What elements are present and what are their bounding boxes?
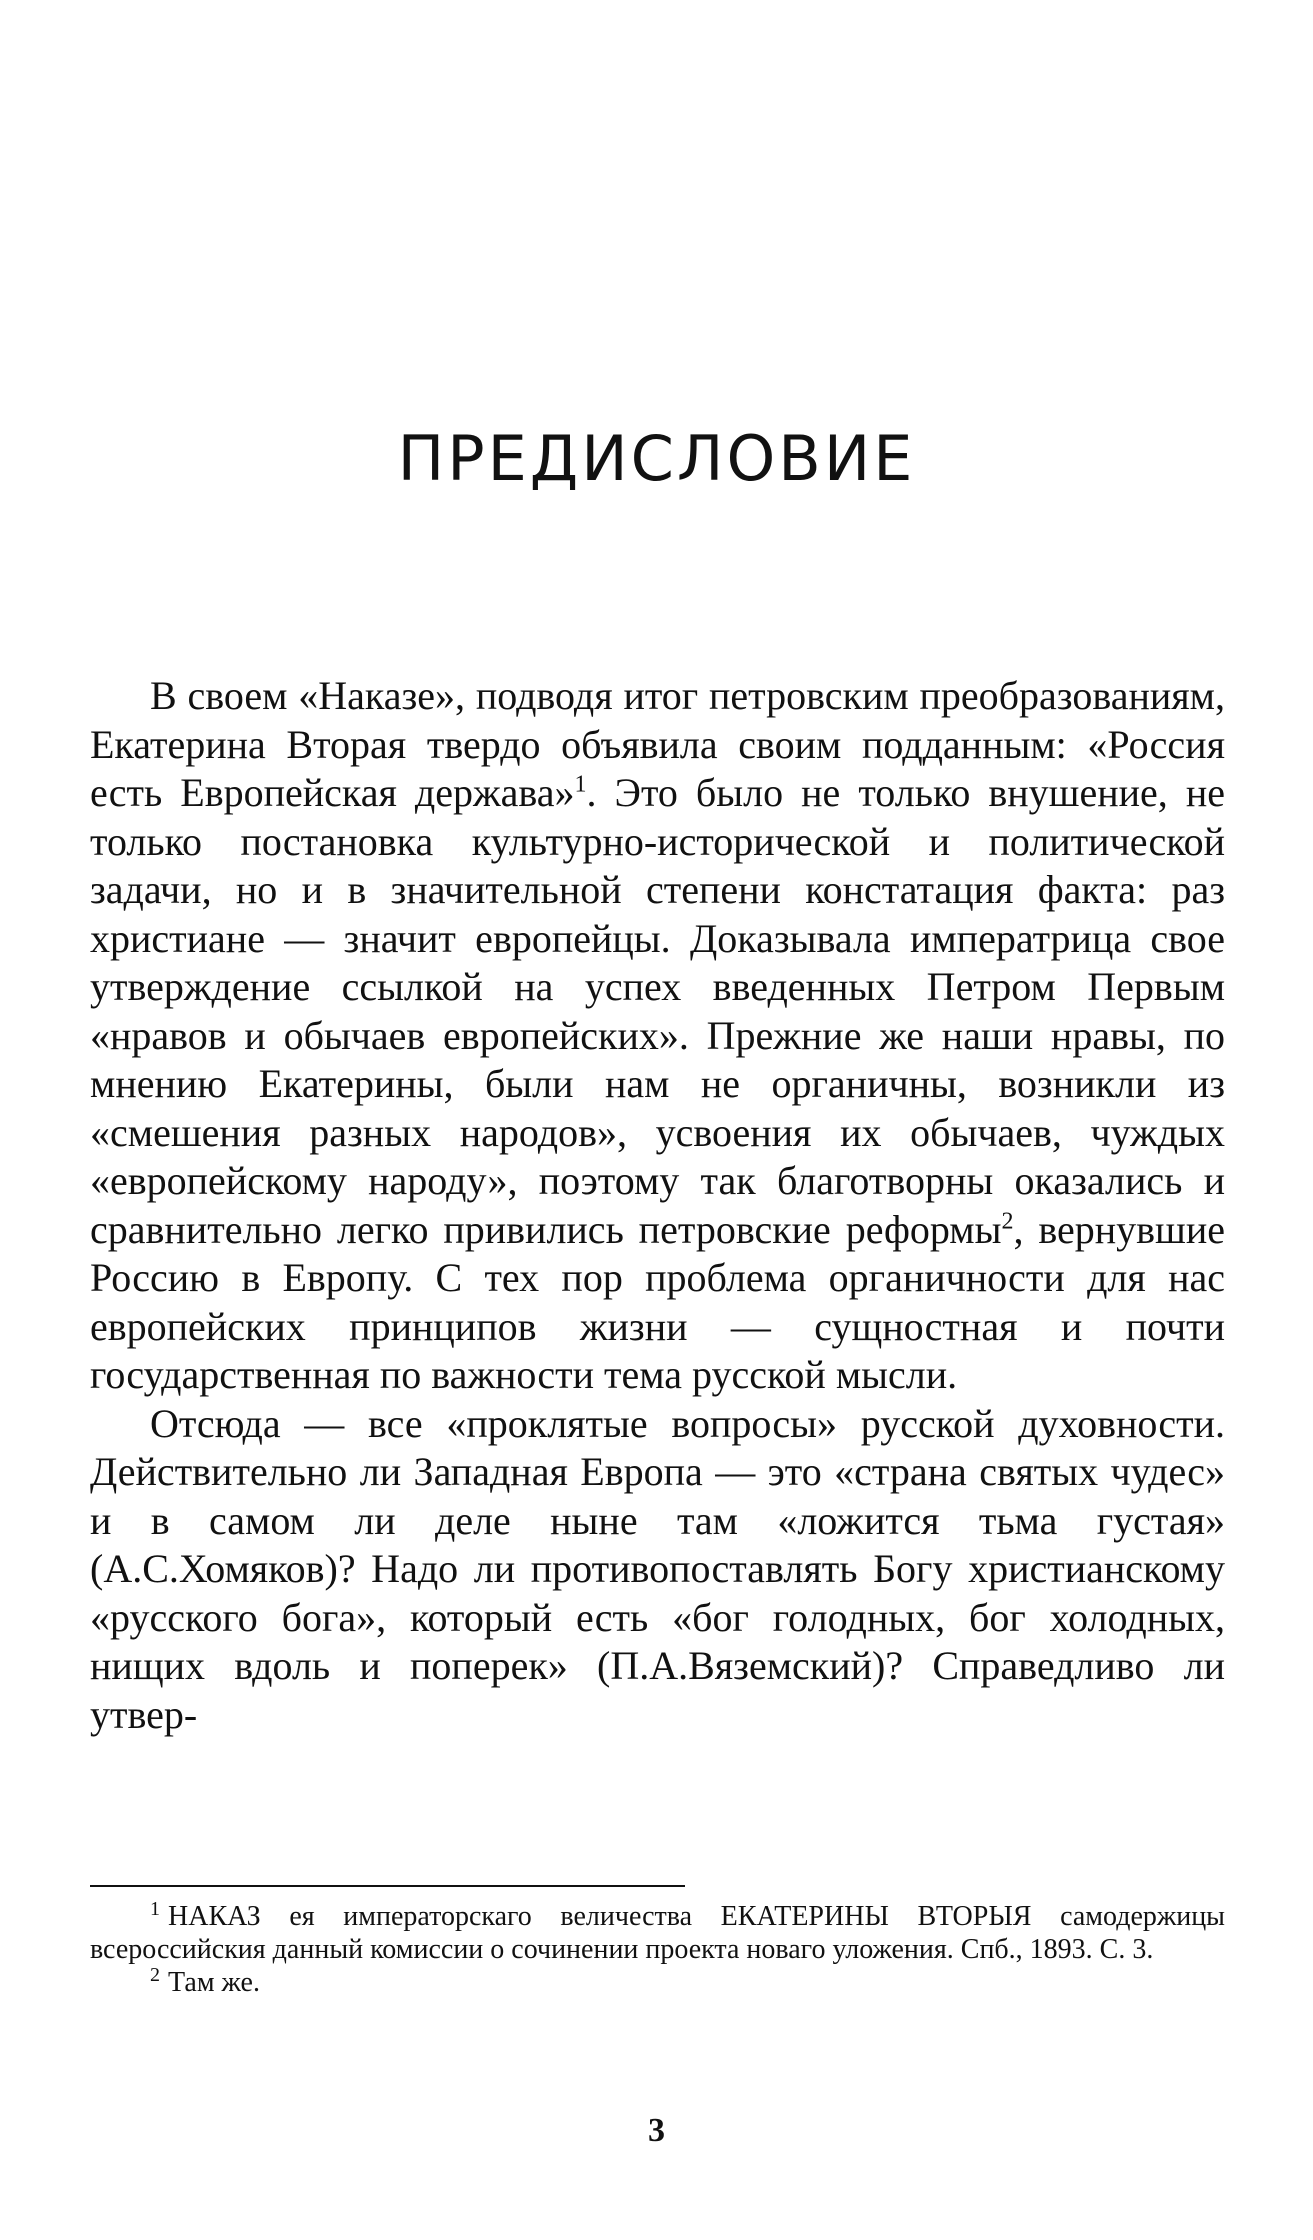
main-text: [90, 672, 1225, 1739]
footnote-1-text: НАКАЗ ея императорскаго величества ЕКАТЕРИНЫ ВТОРЫЯ самодержицы всероссийския данный комиссии о сочинении проекта новаго уложения. Спб., 1893. С. 3.: [90, 1901, 1225, 1965]
paragraph-2: Отсюда — все «проклятые вопросы» русской духовности. Действительно ли Западная Европа — это «страна святых чудес» и в самом ли деле ныне там «ложится тьма густая» (А.С.Хомяков)? Надо ли противопоставлять Богу христианскому «русского бога», который есть «бог голодных, бог холодных, нищих вдоль и поперек» (П.А.Вяземский)? Справедливо ли утвер-: [90, 1400, 1225, 1737]
footnote-2: [90, 1963, 1225, 1999]
footnote-ref-1: 1: [574, 771, 587, 798]
paragraph-1-part-c: , вернувшие Россию в Европу. С тех пор проблема органичности для нас европейских принципов жизни — сущностная и почти государственная по важности тема русской мысли.: [90, 1206, 1225, 1397]
paragraph-1-part-b: . Это было не только внушение, не только постановка культурно-исторической и политической задачи, но и в значительной степени констатация факта: раз христиане — значит европейцы. Доказывала императрица свое утверждение ссылкой на успех введенных Петром Первым «нравов и обычаев европейских». Прежние же наши нравы, по мнению Екатерины, были нам не органичны, возникли из «смешения разных народов», усвоения их обычаев, чуждых «европейскому народу», поэтому так благотворны оказались и сравнительно легко привились петровские реформы: [90, 770, 1225, 1252]
page-number: 3: [648, 2112, 665, 2149]
footnote-ref-2: 2: [1001, 1208, 1014, 1235]
paragraph-1-part-a: В своем «Наказе», подводя итог петровским преобразованиям, Екатерина Вторая твердо объявила своим подданным: «Россия есть Европейская держава»: [90, 673, 1225, 815]
footnote-1-marker: 1: [150, 1897, 160, 1920]
footnote-2-marker: 2: [150, 1963, 160, 1986]
footnote-1: [90, 1897, 1225, 1966]
footnote-divider: [90, 1885, 685, 1887]
footnote-2-text: Там же.: [168, 1967, 260, 1998]
paragraph-1: [90, 672, 1225, 1400]
chapter-title: ПРЕДИСЛОВИЕ: [397, 422, 916, 495]
footnotes: [90, 1897, 1225, 1999]
